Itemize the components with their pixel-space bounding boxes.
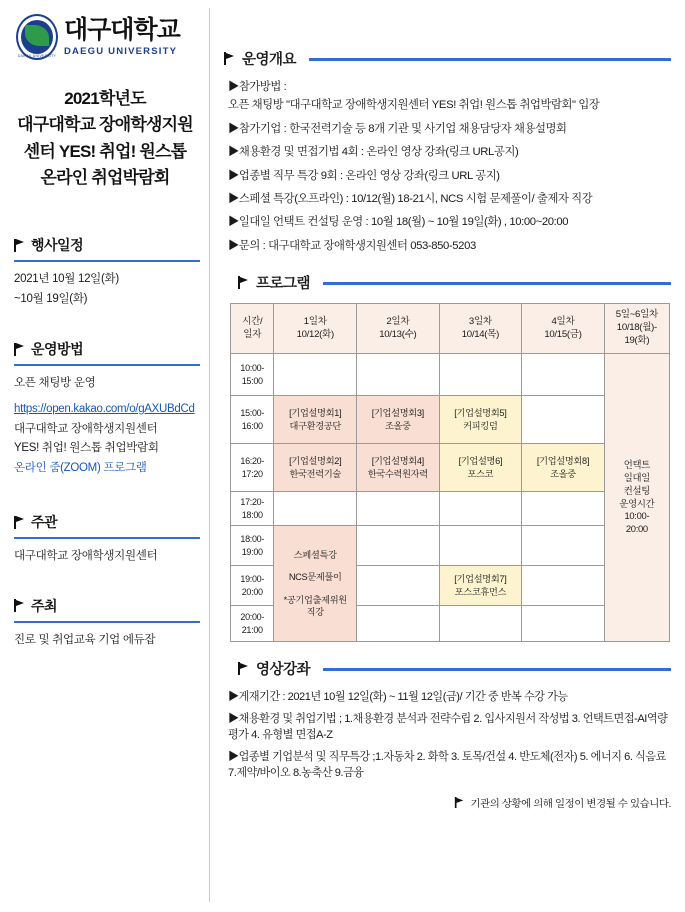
- video-title: 영상강좌: [256, 662, 311, 678]
- flag-icon: [14, 343, 25, 356]
- cell-r7c4: [522, 606, 605, 642]
- header-day2: [357, 304, 440, 354]
- row-time-6-l2: 20:00: [241, 586, 263, 597]
- left-column: [0, 0, 210, 912]
- table-row: [231, 526, 670, 566]
- operation-line-1: 오픈 채팅방 운영: [14, 377, 96, 389]
- special-l4: 직강: [306, 606, 324, 617]
- cell-session-7: [439, 566, 522, 606]
- row-time-1-l2: 15:00: [241, 375, 263, 386]
- side-l4: 운영시간: [619, 497, 655, 509]
- side-l1: 언택트: [623, 459, 651, 471]
- flag-icon: [224, 52, 235, 65]
- section-host-heading: [14, 512, 200, 532]
- flag-icon: [455, 797, 464, 808]
- cell-session-6-title: [기업설명6]: [458, 456, 503, 467]
- program-section: [224, 272, 671, 642]
- cell-r4c2: [357, 492, 440, 526]
- divider: [14, 537, 200, 539]
- row-time-4-l1: 17:20-: [240, 497, 265, 508]
- cell-session-5-org: 커피킹덤: [463, 420, 498, 431]
- divider: [309, 58, 671, 61]
- header-time-l1: 시간/: [242, 315, 263, 327]
- cell-r5c2: [357, 526, 440, 566]
- row-time-7-l2: 21:00: [241, 624, 263, 635]
- cell-special-lecture: [274, 526, 357, 642]
- row-time-5-l2: 19:00: [241, 546, 263, 557]
- cell-r5c4: [522, 526, 605, 566]
- header-day3: [439, 304, 522, 354]
- header-day4: [522, 304, 605, 354]
- overview-item-7: ▶문의 : 대구대학교 장애학생지원센터 053-850-5203: [228, 239, 476, 252]
- divider: [14, 364, 200, 366]
- overview-item-0: ▶참가방법 :: [228, 81, 287, 93]
- cell-session-7-title: [기업설명회7]: [454, 574, 507, 585]
- section-operation-heading: [14, 339, 200, 359]
- table-row: [231, 354, 670, 396]
- operation-line-3: 대구대학교 장애학생지원센터: [14, 422, 158, 435]
- row-time-4-l2: 18:00: [241, 509, 263, 520]
- section-host: [10, 512, 200, 566]
- section-organizer-title: 주최: [31, 597, 58, 614]
- right-column: [210, 0, 685, 912]
- header-day3-l2: 10/14(목): [461, 328, 500, 340]
- header-day1: [274, 304, 357, 354]
- cell-session-3: [357, 396, 440, 444]
- row-time-3-l2: 17:20: [241, 468, 263, 479]
- row-time-5-l1: 18:00-: [240, 534, 265, 545]
- special-l2: NCS문제풀이: [288, 572, 342, 583]
- cell-session-3-org: 조올중: [384, 420, 411, 431]
- special-l3: *공기업출제위원: [283, 594, 347, 605]
- divider: [14, 621, 200, 623]
- section-organizer-heading: [14, 596, 200, 616]
- header-day2-l2: 10/13(수): [379, 328, 417, 340]
- overview-list: [224, 79, 671, 254]
- university-logo: [10, 14, 200, 60]
- row-time-3-l1: 16:20-: [240, 456, 265, 467]
- row-time-2-l2: 16:00: [241, 420, 263, 431]
- overview-item-4: ▶업종별 직무 특강 9회 : 온라인 영상 강좌(링크 URL 공지): [228, 169, 500, 182]
- cell-session-8-org: 조올중: [550, 468, 576, 479]
- cell-session-6-org: 포스코: [467, 468, 494, 479]
- section-operation-title: 운영방법: [31, 341, 84, 357]
- operation-line-4: YES! 취업! 원스톱 취업박람회: [14, 442, 159, 455]
- section-host-title: 주관: [31, 514, 58, 531]
- footnote: [224, 795, 671, 810]
- operation-line-5: 온라인 줌(ZOOM) 프로그램: [14, 462, 147, 475]
- cell-session-1-org: 대구환경공단: [289, 420, 341, 431]
- overview-item-3: ▶채용환경 및 면접기법 4회 : 온라인 영상 강좌(링크 URL공지): [228, 146, 519, 159]
- row-time-6-l1: 19:00-: [240, 574, 265, 585]
- side-l6: 20:00: [625, 522, 648, 534]
- special-l1: 스페셜특강: [293, 549, 337, 560]
- divider: [323, 668, 671, 671]
- section-schedule: [10, 235, 200, 309]
- section-organizer: [10, 596, 200, 650]
- flag-icon: [14, 599, 25, 612]
- header-day4-l1: 4일차: [551, 315, 575, 327]
- host-line-1: 대구대학교 장애학생지원센터: [14, 550, 158, 563]
- header-day56-l3: 19(화): [624, 334, 650, 346]
- row-time-7: [231, 606, 274, 642]
- row-time-2: [231, 396, 274, 444]
- table-row: [231, 444, 670, 492]
- cell-session-5: [439, 396, 522, 444]
- overview-item-1: 오픈 채팅방 "대구대학교 장애학생지원센터 YES! 취업! 원스톱 취업박람회" 입장: [228, 99, 600, 112]
- divider: [14, 260, 200, 262]
- cell-session-2-org: 한국전력기술: [289, 468, 341, 479]
- header-day2-l1: 2일차: [386, 315, 410, 327]
- cell-session-7-org: 포스코휴먼스: [454, 586, 507, 597]
- row-time-5: [231, 526, 274, 566]
- row-time-3: [231, 444, 274, 492]
- footnote-text: 기관의 상황에 의해 일정이 변경될 수 있습니다.: [470, 799, 671, 811]
- video-item-0: ▶게재기간 : 2021년 10월 12일(화) ~ 11월 12일(금)/ 기간 중 반복 수강 가능: [228, 691, 568, 703]
- video-item-1: ▶채용환경 및 취업기법 ; 1.채용환경 분석과 전략수립 2. 입사지원서 작성법 3. 언택트면접-AI역량평가 4. 유형별 면접A-Z: [228, 713, 668, 742]
- overview-item-2: ▶참가기업 : 한국전력기술 등 8개 기관 및 사기업 채용담당자 채용설명회: [228, 122, 567, 135]
- section-schedule-heading: [14, 235, 200, 255]
- flag-icon: [238, 276, 249, 289]
- cell-r7c2: [357, 606, 440, 642]
- row-time-1-l1: 10:00-: [240, 363, 265, 374]
- poster-title-line-2: 대구대학교 장애학생지원: [17, 115, 193, 135]
- cell-session-3-title: [기업설명회3]: [371, 408, 424, 419]
- cell-r1c2: [357, 354, 440, 396]
- cell-r2c4: [522, 396, 605, 444]
- logo-name-ko: 대구대학교: [64, 15, 180, 44]
- header-time: [231, 304, 274, 354]
- cell-r6c2: [357, 566, 440, 606]
- header-day56-l2: 10/18(월)-: [616, 322, 657, 334]
- cell-r5c3: [439, 526, 522, 566]
- header-day4-l2: 10/15(금): [544, 328, 582, 340]
- cell-consulting-side: [604, 354, 669, 642]
- header-day3-l1: 3일차: [468, 315, 492, 327]
- overview-item-6: ▶일대일 언택트 컨설팅 운영 : 10월 18(월) ~ 10월 19일(화) , 10:00~20:00: [228, 216, 569, 229]
- cell-session-8: [522, 444, 605, 492]
- header-time-l2: 일자: [243, 328, 262, 340]
- logo-name-en: DAEGU UNIVERSITY: [64, 45, 178, 57]
- university-seal-icon: [16, 14, 58, 60]
- cell-r7c3: [439, 606, 522, 642]
- video-heading: [228, 658, 671, 679]
- overview-heading: [224, 48, 671, 69]
- kakao-openchat-link[interactable]: https://open.kakao.com/o/gAXUBdCd: [14, 402, 195, 415]
- poster-title-line-1: 2021학년도: [64, 89, 146, 108]
- program-table: [230, 303, 670, 642]
- poster-title: [10, 86, 200, 191]
- cell-session-2: [274, 444, 357, 492]
- video-lecture-section: [224, 658, 671, 781]
- cell-session-8-title: [기업설명회8]: [536, 456, 590, 467]
- schedule-line-1: 2021년 10월 12일(화): [14, 273, 119, 286]
- cell-session-4: [357, 444, 440, 492]
- cell-session-4-org: 한국수력원자력: [367, 468, 428, 479]
- row-time-4: [231, 492, 274, 526]
- flag-icon: [238, 662, 249, 675]
- cell-r6c4: [522, 566, 605, 606]
- table-row: [231, 396, 670, 444]
- cell-r4c4: [522, 492, 605, 526]
- row-time-2-l1: 15:00-: [240, 408, 265, 419]
- program-heading: [228, 272, 671, 293]
- cell-r1c3: [439, 354, 522, 396]
- side-l3: 컨설팅: [623, 484, 651, 496]
- section-operation-method: [10, 339, 200, 478]
- divider: [323, 282, 671, 285]
- header-day5-6: [604, 304, 669, 354]
- overview-title: 운영개요: [242, 52, 297, 68]
- schedule-line-2: ~10월 19일(화): [14, 293, 88, 306]
- side-l2: 일대일: [623, 472, 651, 484]
- cell-session-2-title: [기업설명회2]: [289, 456, 342, 467]
- header-day1-l1: 1일차: [303, 315, 327, 327]
- seal-text: DAEGU UNIVERSITY: [17, 54, 57, 58]
- cell-r1c4: [522, 354, 605, 396]
- program-title: 프로그램: [256, 276, 311, 292]
- cell-session-1: [274, 396, 357, 444]
- cell-session-1-title: [기업설명회1]: [289, 408, 342, 419]
- flag-icon: [14, 516, 25, 529]
- cell-session-5-title: [기업설명회5]: [454, 408, 507, 419]
- video-item-2: ▶업종별 기업분석 및 직무특강 ;1.자동차 2. 화학 3. 토목/건설 4. 반도체(전자) 5. 에너지 6. 식음료 7.제약/바이오 8.농축산 9.금융: [228, 751, 666, 780]
- cell-session-6: [439, 444, 522, 492]
- row-time-7-l1: 20:00-: [240, 612, 265, 623]
- cell-session-4-title: [기업설명회4]: [371, 456, 424, 467]
- cell-r1c1: [274, 354, 357, 396]
- table-row: [231, 492, 670, 526]
- cell-r4c1: [274, 492, 357, 526]
- section-schedule-title: 행사일정: [31, 237, 84, 254]
- table-header-row: [231, 304, 670, 354]
- header-day1-l2: 10/12(화): [296, 328, 334, 340]
- cell-r4c3: [439, 492, 522, 526]
- row-time-6: [231, 566, 274, 606]
- header-day56-l1: 5일~6일차: [615, 309, 659, 321]
- side-l5: 10:00-: [624, 510, 650, 522]
- overview-item-5: ▶스페셜 특강(오프라인) : 10/12(월) 18-21시, NCS 시험 문제풀이/ 출제자 직강: [228, 192, 593, 205]
- poster-title-line-3: 센터 YES! 취업! 원스톱: [23, 141, 187, 161]
- flag-icon: [14, 239, 25, 252]
- poster-title-line-4: 온라인 취업박람회: [40, 168, 170, 188]
- row-time-1: [231, 354, 274, 396]
- organizer-line-1: 진로 및 취업교육 기업 에듀잡: [14, 633, 156, 646]
